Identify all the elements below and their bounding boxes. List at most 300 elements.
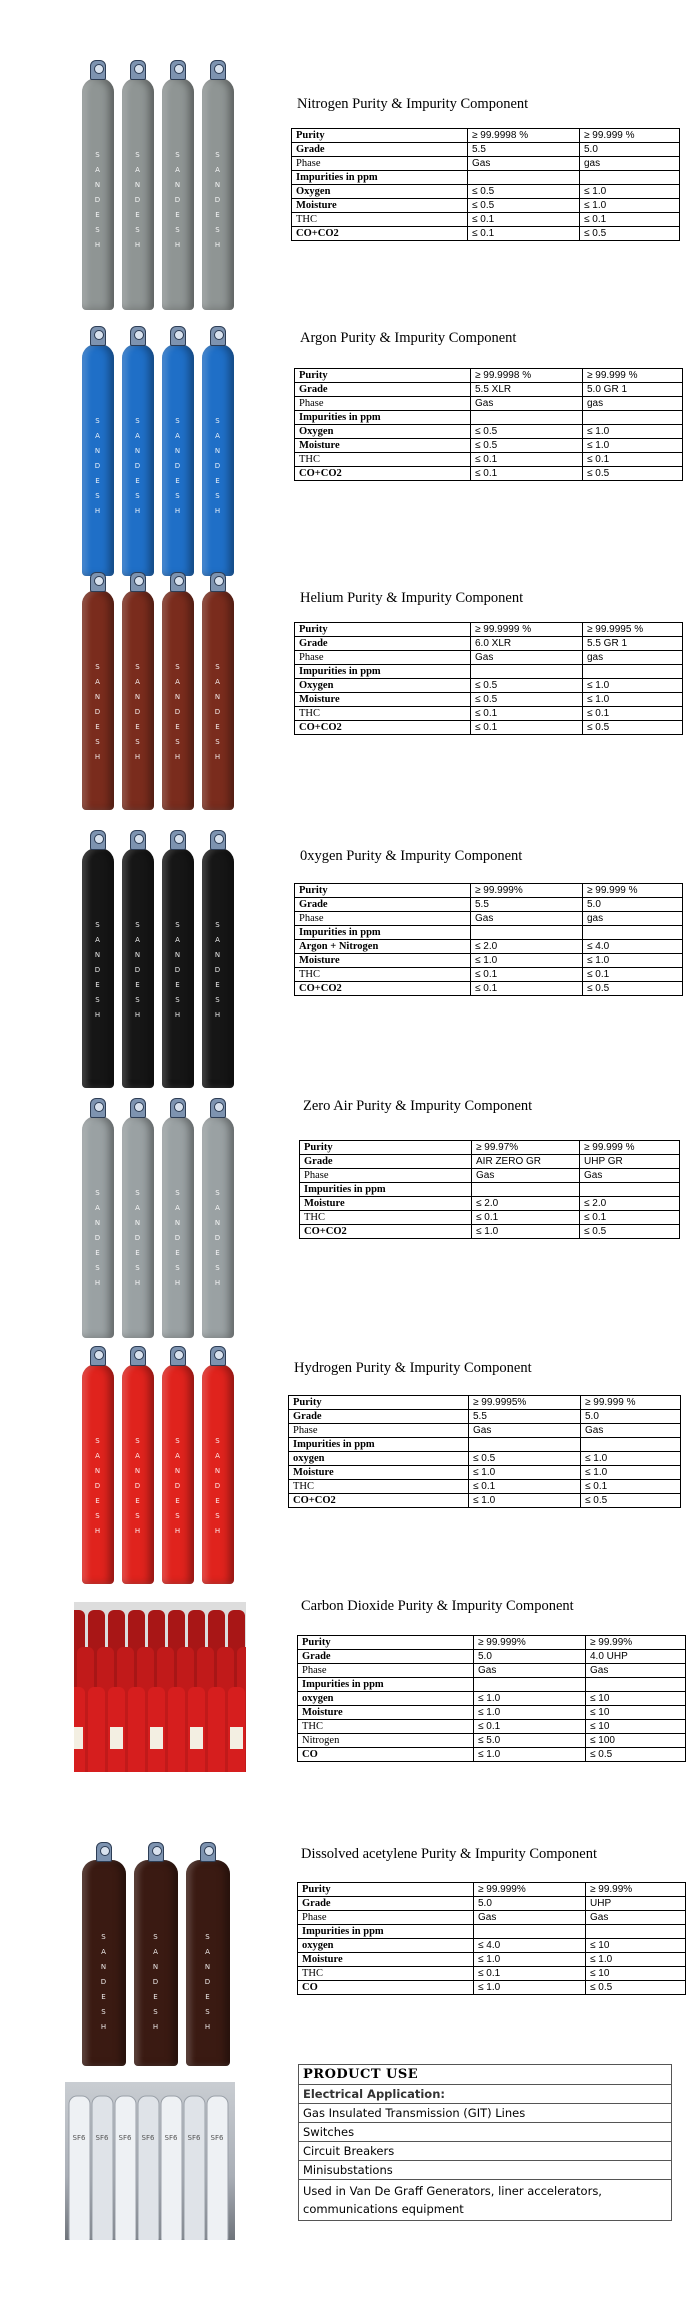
- row-label: THC: [289, 1480, 469, 1494]
- row-value: ≤ 0.5: [583, 982, 683, 996]
- cylinder-valve-icon: [210, 572, 226, 592]
- product-use-heading: PRODUCT USE: [299, 2065, 672, 2085]
- sf6-cylinder-label: SF6: [72, 2134, 86, 2142]
- row-label: Impurities in ppm: [298, 1678, 474, 1692]
- row-value: ≤ 5.0: [474, 1734, 586, 1748]
- gas-cylinder: [186, 1860, 230, 2066]
- table-row: [295, 651, 683, 665]
- row-value: ≤ 0.5: [471, 439, 583, 453]
- row-value: [583, 411, 683, 425]
- cylinder-brand-logo: S A N D E S H: [134, 921, 142, 1019]
- table-row: [295, 369, 683, 383]
- gas-cylinder: [162, 1364, 194, 1584]
- row-value: ≤ 1.0: [580, 185, 680, 199]
- section-title: 0xygen Purity & Impurity Component: [300, 848, 523, 864]
- row-value: ≤ 0.1: [583, 968, 683, 982]
- row-value: ≤ 10: [586, 1692, 686, 1706]
- cylinder-brand-logo: S A N D E S H: [94, 921, 102, 1019]
- table-row: [292, 157, 680, 171]
- gas-cylinder: [202, 590, 234, 810]
- cylinder-valve-icon: [96, 1842, 112, 1862]
- row-value: [474, 1678, 586, 1692]
- row-value: [471, 926, 583, 940]
- cylinder-valve-icon: [210, 1346, 226, 1366]
- row-value: Gas: [472, 1169, 580, 1183]
- row-label: Impurities in ppm: [289, 1438, 469, 1452]
- row-label: Moisture: [289, 1466, 469, 1480]
- gas-cylinder: [162, 590, 194, 810]
- row-label: Purity: [292, 129, 468, 143]
- row-value: ≥ 99.99%: [586, 1883, 686, 1897]
- row-label: THC: [295, 453, 471, 467]
- cylinder-brand-logo: S A N D E S H: [100, 1933, 108, 2031]
- sf6-cylinder: [184, 2096, 205, 2240]
- table-row: [300, 1183, 680, 1197]
- section-title: Hydrogen Purity & Impurity Component: [294, 1360, 532, 1376]
- sf6-cylinder-label: SF6: [164, 2134, 178, 2142]
- table-row: [292, 171, 680, 185]
- row-value: ≤ 0.1: [583, 707, 683, 721]
- sf6-cylinder-label: SF6: [210, 2134, 224, 2142]
- row-value: ≥ 99.9998 %: [471, 369, 583, 383]
- row-value: ≤ 100: [586, 1734, 686, 1748]
- row-value: gas: [583, 912, 683, 926]
- cylinder-valve-icon: [90, 1098, 106, 1118]
- row-value: ≤ 2.0: [580, 1197, 680, 1211]
- row-value: ≤ 0.5: [471, 425, 583, 439]
- cylinder-label: [190, 1727, 203, 1749]
- gas-cylinders-image: [82, 1116, 234, 1338]
- row-value: 5.5: [469, 1410, 581, 1424]
- gas-cylinder: [122, 848, 154, 1088]
- row-label: Moisture: [300, 1197, 472, 1211]
- row-label: Grade: [298, 1650, 474, 1664]
- row-value: ≤ 1.0: [580, 199, 680, 213]
- row-value: ≤ 0.1: [583, 453, 683, 467]
- row-value: ≤ 1.0: [583, 439, 683, 453]
- row-value: Gas: [586, 1911, 686, 1925]
- gas-cylinder: [202, 78, 234, 310]
- row-value: ≥ 99.999 %: [581, 1396, 681, 1410]
- cylinder-valve-icon: [130, 326, 146, 346]
- row-value: ≤ 10: [586, 1967, 686, 1981]
- cylinder-brand-logo: S A N D E S H: [94, 663, 102, 761]
- cylinder-brand-logo: S A N D E S H: [214, 151, 222, 249]
- table-row: [292, 143, 680, 157]
- sf6-cylinder: [69, 2096, 90, 2240]
- cylinder-brand-logo: S A N D E S H: [134, 151, 142, 249]
- row-value: ≤ 0.1: [472, 1211, 580, 1225]
- table-row: [298, 1953, 686, 1967]
- row-value: ≤ 0.1: [469, 1480, 581, 1494]
- row-value: 6.0 XLR: [471, 637, 583, 651]
- row-value: gas: [583, 651, 683, 665]
- row-label: Grade: [295, 383, 471, 397]
- row-value: [583, 665, 683, 679]
- gas-cylinder: [122, 1116, 154, 1338]
- product-use-item: Gas Insulated Transmission (GIT) Lines: [299, 2104, 672, 2123]
- table-row: [295, 679, 683, 693]
- table-row: [298, 1706, 686, 1720]
- row-value: Gas: [474, 1911, 586, 1925]
- table-row: [295, 721, 683, 735]
- cylinder-valve-icon: [170, 326, 186, 346]
- table-row: [300, 1225, 680, 1239]
- table-row: [289, 1438, 681, 1452]
- cylinder-valve-icon: [90, 572, 106, 592]
- row-value: ≤ 0.5: [581, 1494, 681, 1508]
- row-label: Argon + Nitrogen: [295, 940, 471, 954]
- table-row: [295, 467, 683, 481]
- table-row: [295, 954, 683, 968]
- row-value: ≤ 1.0: [474, 1953, 586, 1967]
- cylinder-brand-logo: S A N D E S H: [134, 1189, 142, 1287]
- table-row: [295, 898, 683, 912]
- row-label: Impurities in ppm: [295, 665, 471, 679]
- row-value: ≥ 99.9999 %: [471, 623, 583, 637]
- gas-cylinder: [82, 344, 114, 576]
- row-value: 5.0: [474, 1650, 586, 1664]
- purity-table: [299, 1140, 680, 1239]
- section-title: Zero Air Purity & Impurity Component: [303, 1098, 533, 1114]
- row-label: THC: [298, 1967, 474, 1981]
- row-label: CO: [298, 1981, 474, 1995]
- cylinder-valve-icon: [90, 326, 106, 346]
- row-value: ≤ 4.0: [583, 940, 683, 954]
- row-value: 5.0: [583, 898, 683, 912]
- cylinder-valve-icon: [130, 1346, 146, 1366]
- row-value: ≤ 0.1: [468, 213, 580, 227]
- cylinder-valve-icon: [170, 830, 186, 850]
- table-row: [289, 1396, 681, 1410]
- row-value: ≤ 1.0: [472, 1225, 580, 1239]
- cylinder-label: [230, 1727, 243, 1749]
- row-value: ≤ 0.1: [474, 1967, 586, 1981]
- row-value: ≤ 0.5: [586, 1981, 686, 1995]
- table-row: [295, 912, 683, 926]
- cylinder-valve-icon: [210, 1098, 226, 1118]
- row-label: Grade: [295, 898, 471, 912]
- gas-cylinder: [162, 848, 194, 1088]
- table-row: [295, 425, 683, 439]
- table-row: [295, 926, 683, 940]
- co2-cylinder: [128, 1687, 145, 1772]
- table-row: [289, 1452, 681, 1466]
- cylinder-valve-icon: [170, 1346, 186, 1366]
- purity-table: [294, 368, 683, 481]
- table-row: [289, 1424, 681, 1438]
- table-row: [295, 397, 683, 411]
- gas-cylinders-image: [82, 344, 234, 576]
- row-value: ≤ 1.0: [474, 1692, 586, 1706]
- row-value: ≤ 0.1: [580, 1211, 680, 1225]
- cylinder-brand-logo: S A N D E S H: [134, 1437, 142, 1535]
- row-value: ≤ 1.0: [583, 425, 683, 439]
- cylinder-brand-logo: S A N D E S H: [214, 921, 222, 1019]
- gas-cylinder: [82, 590, 114, 810]
- row-label: Moisture: [298, 1706, 474, 1720]
- row-label: THC: [292, 213, 468, 227]
- table-row: [295, 637, 683, 651]
- sf6-cylinder-label: SF6: [141, 2134, 155, 2142]
- cylinder-label: [74, 1727, 83, 1749]
- row-label: Phase: [300, 1169, 472, 1183]
- table-row: [300, 1155, 680, 1169]
- row-value: ≤ 0.5: [583, 467, 683, 481]
- gas-cylinder: [82, 1364, 114, 1584]
- row-label: Moisture: [298, 1953, 474, 1967]
- cylinder-valve-icon: [130, 1098, 146, 1118]
- row-label: Grade: [295, 637, 471, 651]
- row-value: ≤ 10: [586, 1939, 686, 1953]
- product-use-item: Switches: [299, 2123, 672, 2142]
- cylinder-brand-logo: S A N D E S H: [214, 1437, 222, 1535]
- co2-cylinders-photo: [74, 1602, 246, 1772]
- row-value: ≥ 99.99%: [586, 1636, 686, 1650]
- cylinder-valve-icon: [148, 1842, 164, 1862]
- row-label: Grade: [298, 1897, 474, 1911]
- cylinder-valve-icon: [200, 1842, 216, 1862]
- table-row: [295, 623, 683, 637]
- cylinder-valve-icon: [90, 1346, 106, 1366]
- row-value: ≤ 0.5: [468, 199, 580, 213]
- row-value: ≥ 99.9998 %: [468, 129, 580, 143]
- gas-cylinders-image: [82, 1860, 230, 2066]
- row-value: ≤ 1.0: [583, 954, 683, 968]
- row-value: UHP GR: [580, 1155, 680, 1169]
- row-value: Gas: [474, 1664, 586, 1678]
- sf6-cylinder: [207, 2096, 228, 2240]
- row-value: [581, 1438, 681, 1452]
- row-value: Gas: [469, 1424, 581, 1438]
- row-value: 4.0 UHP: [586, 1650, 686, 1664]
- purity-table: [291, 128, 680, 241]
- row-value: ≤ 0.1: [471, 721, 583, 735]
- row-label: THC: [300, 1211, 472, 1225]
- table-row: [289, 1410, 681, 1424]
- row-value: Gas: [471, 397, 583, 411]
- cylinder-brand-logo: S A N D E S H: [214, 417, 222, 515]
- table-row: [298, 1678, 686, 1692]
- purity-table: [297, 1882, 686, 1995]
- row-label: oxygen: [298, 1692, 474, 1706]
- table-row: [292, 185, 680, 199]
- purity-table: [288, 1395, 681, 1508]
- table-row: [295, 383, 683, 397]
- cylinder-valve-icon: [130, 60, 146, 80]
- row-value: [580, 1183, 680, 1197]
- row-label: Oxygen: [295, 679, 471, 693]
- row-label: Nitrogen: [298, 1734, 474, 1748]
- row-value: ≤ 0.5: [583, 721, 683, 735]
- row-value: ≤ 1.0: [583, 679, 683, 693]
- row-value: Gas: [471, 912, 583, 926]
- cylinder-brand-logo: S A N D E S H: [174, 151, 182, 249]
- row-label: Phase: [298, 1664, 474, 1678]
- row-value: 5.0: [581, 1410, 681, 1424]
- row-label: CO+CO2: [295, 467, 471, 481]
- table-row: [298, 1734, 686, 1748]
- row-value: 5.0 GR 1: [583, 383, 683, 397]
- row-value: 5.5 GR 1: [583, 637, 683, 651]
- row-value: 5.0: [474, 1897, 586, 1911]
- row-value: ≤ 0.5: [469, 1452, 581, 1466]
- row-value: ≤ 0.5: [468, 185, 580, 199]
- row-value: ≤ 1.0: [583, 693, 683, 707]
- gas-cylinder: [122, 78, 154, 310]
- table-row: [295, 982, 683, 996]
- table-row: [298, 1720, 686, 1734]
- row-value: [583, 926, 683, 940]
- sf6-cylinder-label: SF6: [95, 2134, 109, 2142]
- table-row: [295, 707, 683, 721]
- row-value: [586, 1678, 686, 1692]
- row-value: ≤ 1.0: [469, 1466, 581, 1480]
- row-label: Purity: [295, 369, 471, 383]
- product-use-item: Used in Van De Graff Generators, liner accelerators, communications equipment: [299, 2180, 672, 2221]
- row-value: ≤ 1.0: [471, 954, 583, 968]
- row-label: Purity: [298, 1636, 474, 1650]
- cylinder-brand-logo: S A N D E S H: [134, 417, 142, 515]
- section-title: Nitrogen Purity & Impurity Component: [297, 96, 529, 112]
- gas-cylinder: [82, 78, 114, 310]
- row-value: ≤ 4.0: [474, 1939, 586, 1953]
- row-label: Purity: [295, 884, 471, 898]
- sf6-cylinder-label: SF6: [187, 2134, 201, 2142]
- gas-cylinder: [122, 590, 154, 810]
- table-row: [292, 129, 680, 143]
- product-use-table: [298, 2064, 672, 2221]
- cylinder-brand-logo: S A N D E S H: [174, 417, 182, 515]
- cylinder-valve-icon: [130, 572, 146, 592]
- row-value: 5.0: [580, 143, 680, 157]
- row-value: 5.5: [468, 143, 580, 157]
- co2-cylinder: [208, 1687, 225, 1772]
- row-value: ≥ 99.999 %: [583, 369, 683, 383]
- row-label: Phase: [289, 1424, 469, 1438]
- table-row: [298, 1939, 686, 1953]
- row-value: ≤ 1.0: [474, 1706, 586, 1720]
- purity-table: [297, 1635, 686, 1762]
- gas-cylinder: [122, 1364, 154, 1584]
- row-value: ≤ 0.5: [471, 693, 583, 707]
- row-value: ≤ 0.5: [580, 1225, 680, 1239]
- table-row: [300, 1141, 680, 1155]
- section-title: Argon Purity & Impurity Component: [300, 330, 517, 346]
- cylinder-brand-logo: S A N D E S H: [94, 417, 102, 515]
- table-row: [298, 1967, 686, 1981]
- sf6-cylinders-photo: [65, 2082, 235, 2240]
- table-row: [298, 1981, 686, 1995]
- table-row: [295, 884, 683, 898]
- gas-cylinder: [162, 1116, 194, 1338]
- row-value: ≤ 10: [586, 1720, 686, 1734]
- table-row: [295, 665, 683, 679]
- row-value: [586, 1925, 686, 1939]
- row-label: Phase: [292, 157, 468, 171]
- section-title: Carbon Dioxide Purity & Impurity Component: [301, 1598, 574, 1614]
- cylinder-brand-logo: S A N D E S H: [174, 921, 182, 1019]
- row-value: ≤ 1.0: [586, 1953, 686, 1967]
- row-value: ≤ 1.0: [581, 1466, 681, 1480]
- row-value: ≤ 0.1: [471, 707, 583, 721]
- gas-cylinders-image: [82, 848, 234, 1088]
- row-label: CO+CO2: [292, 227, 468, 241]
- purity-table: [294, 622, 683, 735]
- gas-cylinder: [202, 1364, 234, 1584]
- row-label: CO: [298, 1748, 474, 1762]
- gas-cylinder: [202, 848, 234, 1088]
- row-label: Impurities in ppm: [292, 171, 468, 185]
- row-value: ≥ 99.999%: [471, 884, 583, 898]
- row-label: Phase: [295, 912, 471, 926]
- section-title: Dissolved acetylene Purity & Impurity Component: [301, 1846, 597, 1862]
- row-value: ≤ 0.5: [471, 679, 583, 693]
- row-value: ≤ 0.5: [580, 227, 680, 241]
- cylinder-brand-logo: S A N D E S H: [94, 1189, 102, 1287]
- row-label: Grade: [292, 143, 468, 157]
- row-value: ≥ 99.9995%: [469, 1396, 581, 1410]
- row-label: Purity: [298, 1883, 474, 1897]
- sf6-cylinder: [92, 2096, 113, 2240]
- product-use-item: Minisubstations: [299, 2161, 672, 2180]
- gas-cylinders-image: [82, 1364, 234, 1584]
- row-value: [580, 171, 680, 185]
- row-label: THC: [295, 707, 471, 721]
- row-value: Gas: [468, 157, 580, 171]
- row-label: Purity: [295, 623, 471, 637]
- cylinder-valve-icon: [90, 830, 106, 850]
- cylinder-brand-logo: S A N D E S H: [94, 151, 102, 249]
- gas-cylinder: [162, 78, 194, 310]
- row-value: ≤ 0.1: [468, 227, 580, 241]
- row-value: [471, 411, 583, 425]
- purity-table: [294, 883, 683, 996]
- gas-cylinder: [82, 1860, 126, 2066]
- gas-cylinder: [82, 1116, 114, 1338]
- table-row: [298, 1748, 686, 1762]
- table-row: [289, 1466, 681, 1480]
- row-value: gas: [580, 157, 680, 171]
- table-row: [298, 1650, 686, 1664]
- row-value: ≤ 0.1: [474, 1720, 586, 1734]
- cylinder-brand-logo: S A N D E S H: [174, 663, 182, 761]
- table-row: [300, 1211, 680, 1225]
- table-row: [289, 1494, 681, 1508]
- row-value: gas: [583, 397, 683, 411]
- row-label: THC: [298, 1720, 474, 1734]
- gas-cylinders-image: [82, 78, 234, 310]
- row-label: CO+CO2: [289, 1494, 469, 1508]
- row-value: [472, 1183, 580, 1197]
- row-label: Impurities in ppm: [295, 411, 471, 425]
- table-row: [298, 1897, 686, 1911]
- row-value: Gas: [580, 1169, 680, 1183]
- cylinder-brand-logo: S A N D E S H: [214, 1189, 222, 1287]
- cylinder-brand-logo: S A N D E S H: [174, 1437, 182, 1535]
- cylinder-brand-logo: S A N D E S H: [204, 1933, 212, 2031]
- row-value: ≥ 99.999 %: [580, 129, 680, 143]
- gas-cylinder: [162, 344, 194, 576]
- row-label: Purity: [289, 1396, 469, 1410]
- row-label: Oxygen: [292, 185, 468, 199]
- row-label: Oxygen: [295, 425, 471, 439]
- sf6-cylinder: [161, 2096, 182, 2240]
- row-value: ≥ 99.999 %: [580, 1141, 680, 1155]
- product-use-item: Circuit Breakers: [299, 2142, 672, 2161]
- row-value: 5.5: [471, 898, 583, 912]
- cylinder-label: [150, 1727, 163, 1749]
